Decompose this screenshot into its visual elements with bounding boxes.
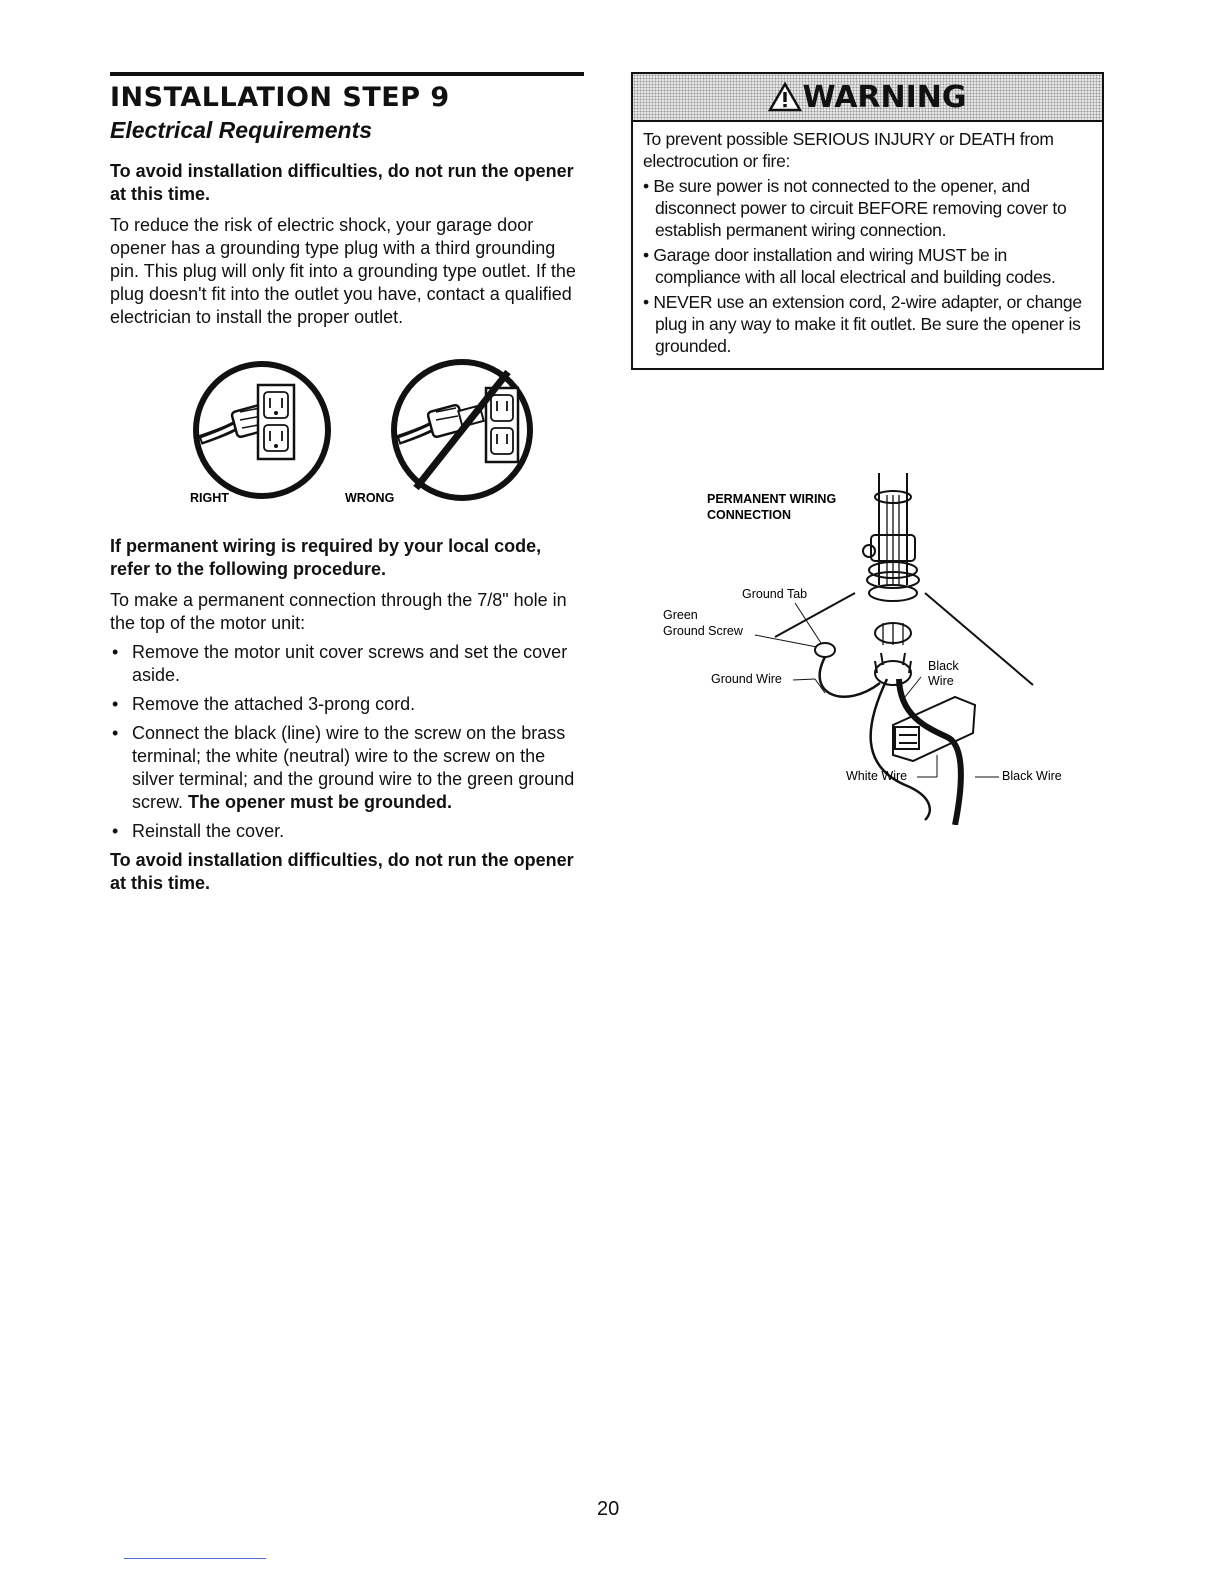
- permanent-intro: To make a permanent connection through the 7/8" hole in the top of the motor unit:: [110, 590, 567, 633]
- warning-title: WARNING: [802, 79, 967, 115]
- warning-box: [631, 72, 1104, 370]
- list-item-text: Remove the attached 3-prong cord.: [132, 694, 416, 714]
- warning-body: [633, 122, 1102, 357]
- wiring-title-line2: CONNECTION: [707, 508, 792, 522]
- right-plug-illustration: [196, 364, 328, 496]
- black-wire-label-2: Wire: [928, 674, 954, 688]
- wrong-plug-illustration: [394, 362, 530, 498]
- green-ground-screw-label-1: Green: [663, 608, 698, 622]
- motor-unit-top: [775, 593, 1033, 825]
- warning-item: • NEVER use an extension cord, 2-wire adapter, or change plug in any way to make it fit outlet. Be sure the opener is grounded.: [643, 292, 1082, 356]
- permanent-wiring-section: [110, 535, 584, 895]
- note-top: To avoid installation difficulties, do not run the opener at this time.: [110, 161, 574, 204]
- list-item: [110, 722, 584, 814]
- warning-triangle-icon: [768, 82, 802, 112]
- warning-label: [768, 80, 966, 115]
- note-bottom: To avoid installation difficulties, do not run the opener at this time.: [110, 850, 574, 893]
- black-wire-bottom-label: Black Wire: [1002, 769, 1062, 783]
- list-item-text: Reinstall the cover.: [132, 821, 285, 841]
- wiring-title-line1: PERMANENT WIRING: [707, 492, 837, 506]
- footer-rule: [124, 1558, 266, 1559]
- bullet-dot: •: [112, 694, 119, 714]
- plug-figure: [190, 280, 540, 515]
- list-item-text: Remove the motor unit cover screws and set the cover aside.: [132, 642, 568, 685]
- warning-intro: To prevent possible SERIOUS INJURY or DEATH from electrocution or fire:: [643, 129, 1054, 171]
- green-ground-screw-label-2: Ground Screw: [663, 624, 743, 638]
- wrong-label: WRONG: [345, 491, 395, 505]
- permanent-wiring-figure: [655, 465, 1095, 825]
- section-subtitle: Electrical Requirements: [110, 117, 373, 143]
- step-title: INSTALLATION STEP 9: [110, 82, 450, 113]
- ground-wire-label: Ground Wire: [711, 672, 782, 686]
- bullet-dot: •: [112, 821, 119, 841]
- grounded-emphasis: The opener must be grounded.: [188, 792, 453, 812]
- bullet-dot: •: [112, 642, 119, 662]
- list-item: [110, 641, 584, 687]
- permanent-heading: If permanent wiring is required by your local code, refer to the following procedure.: [110, 536, 542, 579]
- conduit-illustration: [863, 473, 919, 601]
- white-wire-label: White Wire: [846, 769, 908, 783]
- intro-paragraph: To reduce the risk of electric shock, your garage door opener has a grounding type plug with a third grounding pin. This plug will only fit into a grounding type outlet. If the plug doesn't fit into the outlet you have, contact a qualified electrician to install the proper outlet.: [110, 215, 576, 327]
- black-wire-label-1: Black: [928, 659, 959, 673]
- bullet-dot: •: [112, 723, 119, 743]
- page-number: 20: [597, 1498, 620, 1520]
- right-label: RIGHT: [190, 491, 229, 505]
- warning-header: [633, 74, 1102, 122]
- list-item-text: Connect the black (line) wire to the screw on the brass terminal; the white (neutral) wire to the screw on the silver terminal; and the ground wire to the green ground screw.: [132, 723, 575, 812]
- title-rule: [110, 72, 584, 76]
- list-item: [110, 693, 584, 716]
- warning-item: • Be sure power is not connected to the opener, and disconnect power to circuit BEFORE removing cover to establish permanent wiring connection.: [643, 176, 1067, 240]
- warning-item: • Garage door installation and wiring MUST be in compliance with all local electrical and building codes.: [643, 245, 1056, 287]
- procedure-list: [110, 641, 584, 843]
- list-item: [110, 820, 584, 843]
- ground-tab-label: Ground Tab: [742, 587, 808, 601]
